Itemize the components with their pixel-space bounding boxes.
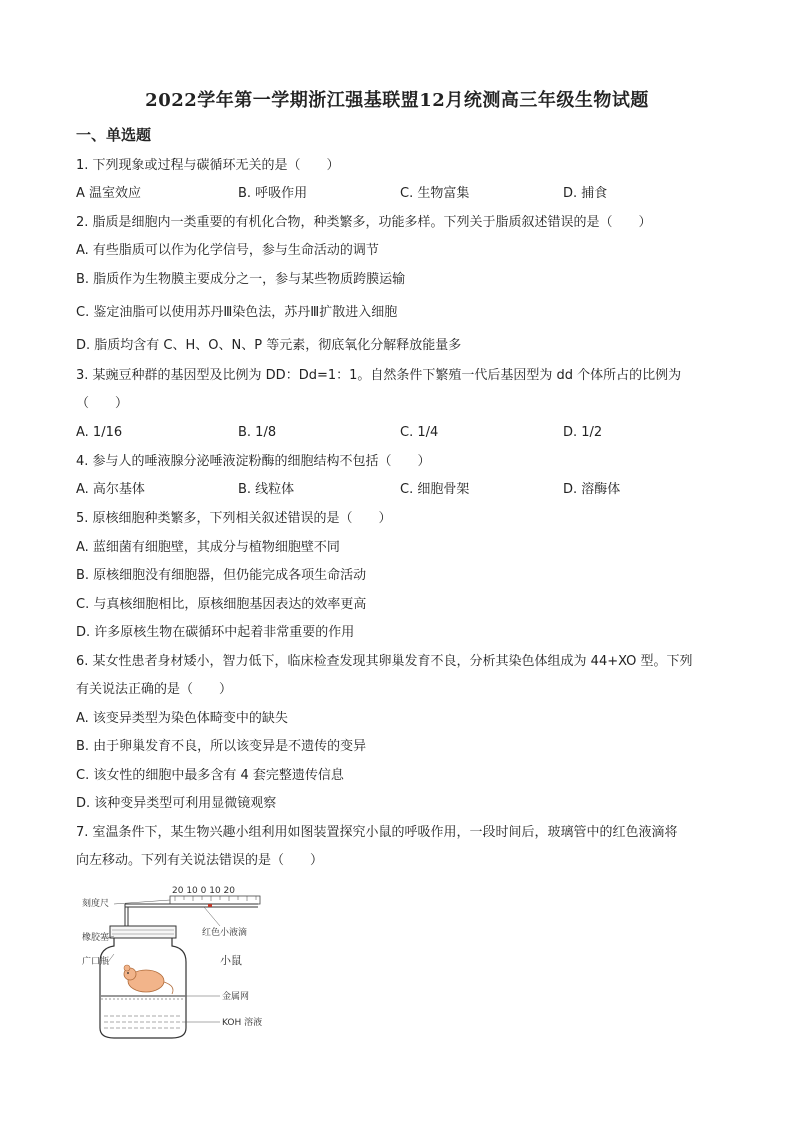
question-6-stem-cont: 有关说法正确的是（ ） xyxy=(76,682,233,697)
label-koh: KOH 溶液 xyxy=(222,1018,263,1028)
q5-option-b: B. 原核细胞没有细胞器，但仍能完成各项生命活动 xyxy=(76,568,367,583)
q1-option-c: C. 生物富集 xyxy=(400,186,470,201)
page-title: 2022学年第一学期浙江强基联盟12月统测高三年级生物试题 xyxy=(145,90,649,111)
question-2-stem: 2. 脂质是细胞内一类重要的有机化合物，种类繁多，功能多样。下列关于脂质叙述错误的是（ ） xyxy=(76,215,652,230)
ruler-scale-label: 20 10 0 10 20 xyxy=(172,886,235,896)
q2-option-d: D. 脂质均含有 C、H、O、N、P 等元素，彻底氧化分解释放能量多 xyxy=(76,338,462,353)
rubber-stopper xyxy=(110,926,176,938)
label-stopper: 橡胶塞 xyxy=(82,933,110,943)
q4-option-b: B. 线粒体 xyxy=(238,482,295,497)
q3-option-d: D. 1/2 xyxy=(563,425,603,440)
q2-option-a: A. 有些脂质可以作为化学信号，参与生命活动的调节 xyxy=(76,243,379,258)
koh-solution xyxy=(104,1016,182,1028)
q6-option-d: D. 该种变异类型可利用显微镜观察 xyxy=(76,796,277,811)
q6-option-b: B. 由于卵巢发育不良，所以该变异是不遗传的变异 xyxy=(76,739,367,754)
q6-option-a: A. 该变异类型为染色体畸变中的缺失 xyxy=(76,711,288,726)
q3-option-c: C. 1/4 xyxy=(400,425,439,440)
q5-option-d: D. 许多原核生物在碳循环中起着非常重要的作用 xyxy=(76,625,355,640)
question-6-stem: 6. 某女性患者身材矮小，智力低下，临床检查发现其卵巢发育不良，分析其染色体组成为 44+XO 型。下列 xyxy=(76,654,693,669)
q3-option-a: A. 1/16 xyxy=(76,425,123,440)
q4-option-d: D. 溶酶体 xyxy=(563,482,621,497)
mouse-icon xyxy=(124,965,173,994)
ruler xyxy=(170,896,260,904)
q1-option-d: D. 捕食 xyxy=(563,186,608,201)
q5-option-a: A. 蓝细菌有细胞壁，其成分与植物细胞壁不同 xyxy=(76,540,340,555)
q3-option-b: B. 1/8 xyxy=(238,425,277,440)
question-7-stem: 7. 室温条件下，某生物兴趣小组利用如图装置探究小鼠的呼吸作用，一段时间后，玻璃管中的红色液滴将 xyxy=(76,825,678,840)
label-ruler: 刻度尺 xyxy=(82,899,110,909)
label-mesh: 金属网 xyxy=(222,992,250,1002)
question-4-stem: 4. 参与人的唾液腺分泌唾液淀粉酶的细胞结构不包括（ ） xyxy=(76,454,431,469)
q1-option-b: B. 呼吸作用 xyxy=(238,186,308,201)
label-bottle: 广口瓶 xyxy=(82,957,110,967)
q4-option-c: C. 细胞骨架 xyxy=(400,482,470,497)
q1-option-a: A 温室效应 xyxy=(76,186,142,201)
red-droplet xyxy=(208,904,212,907)
label-mouse: 小鼠 xyxy=(220,954,242,967)
question-5-stem: 5. 原核细胞种类繁多，下列相关叙述错误的是（ ） xyxy=(76,511,392,526)
question-3-stem-cont: （ ） xyxy=(76,396,129,411)
q2-option-b: B. 脂质作为生物膜主要成分之一，参与某些物质跨膜运输 xyxy=(76,272,406,287)
label-red-drop: 红色小液滴 xyxy=(202,928,248,938)
question-7-stem-cont: 向左移动。下列有关说法错误的是（ ） xyxy=(76,853,324,868)
section-heading: 一、单选题 xyxy=(76,126,152,144)
q5-option-c: C. 与真核细胞相比，原核细胞基因表达的效率更高 xyxy=(76,597,367,612)
respiration-apparatus-diagram xyxy=(80,882,280,1042)
question-3-stem: 3. 某豌豆种群的基因型及比例为 DD：Dd=1：1。自然条件下繁殖一代后基因型为 dd 个体所占的比例为 xyxy=(76,368,682,383)
q2-option-c: C. 鉴定油脂可以使用苏丹Ⅲ染色法，苏丹Ⅲ扩散进入细胞 xyxy=(76,305,398,320)
q6-option-c: C. 该女性的细胞中最多含有 4 套完整遗传信息 xyxy=(76,768,344,783)
q4-option-a: A. 高尔基体 xyxy=(76,482,145,497)
question-1-stem: 1. 下列现象或过程与碳循环无关的是（ ） xyxy=(76,158,340,173)
